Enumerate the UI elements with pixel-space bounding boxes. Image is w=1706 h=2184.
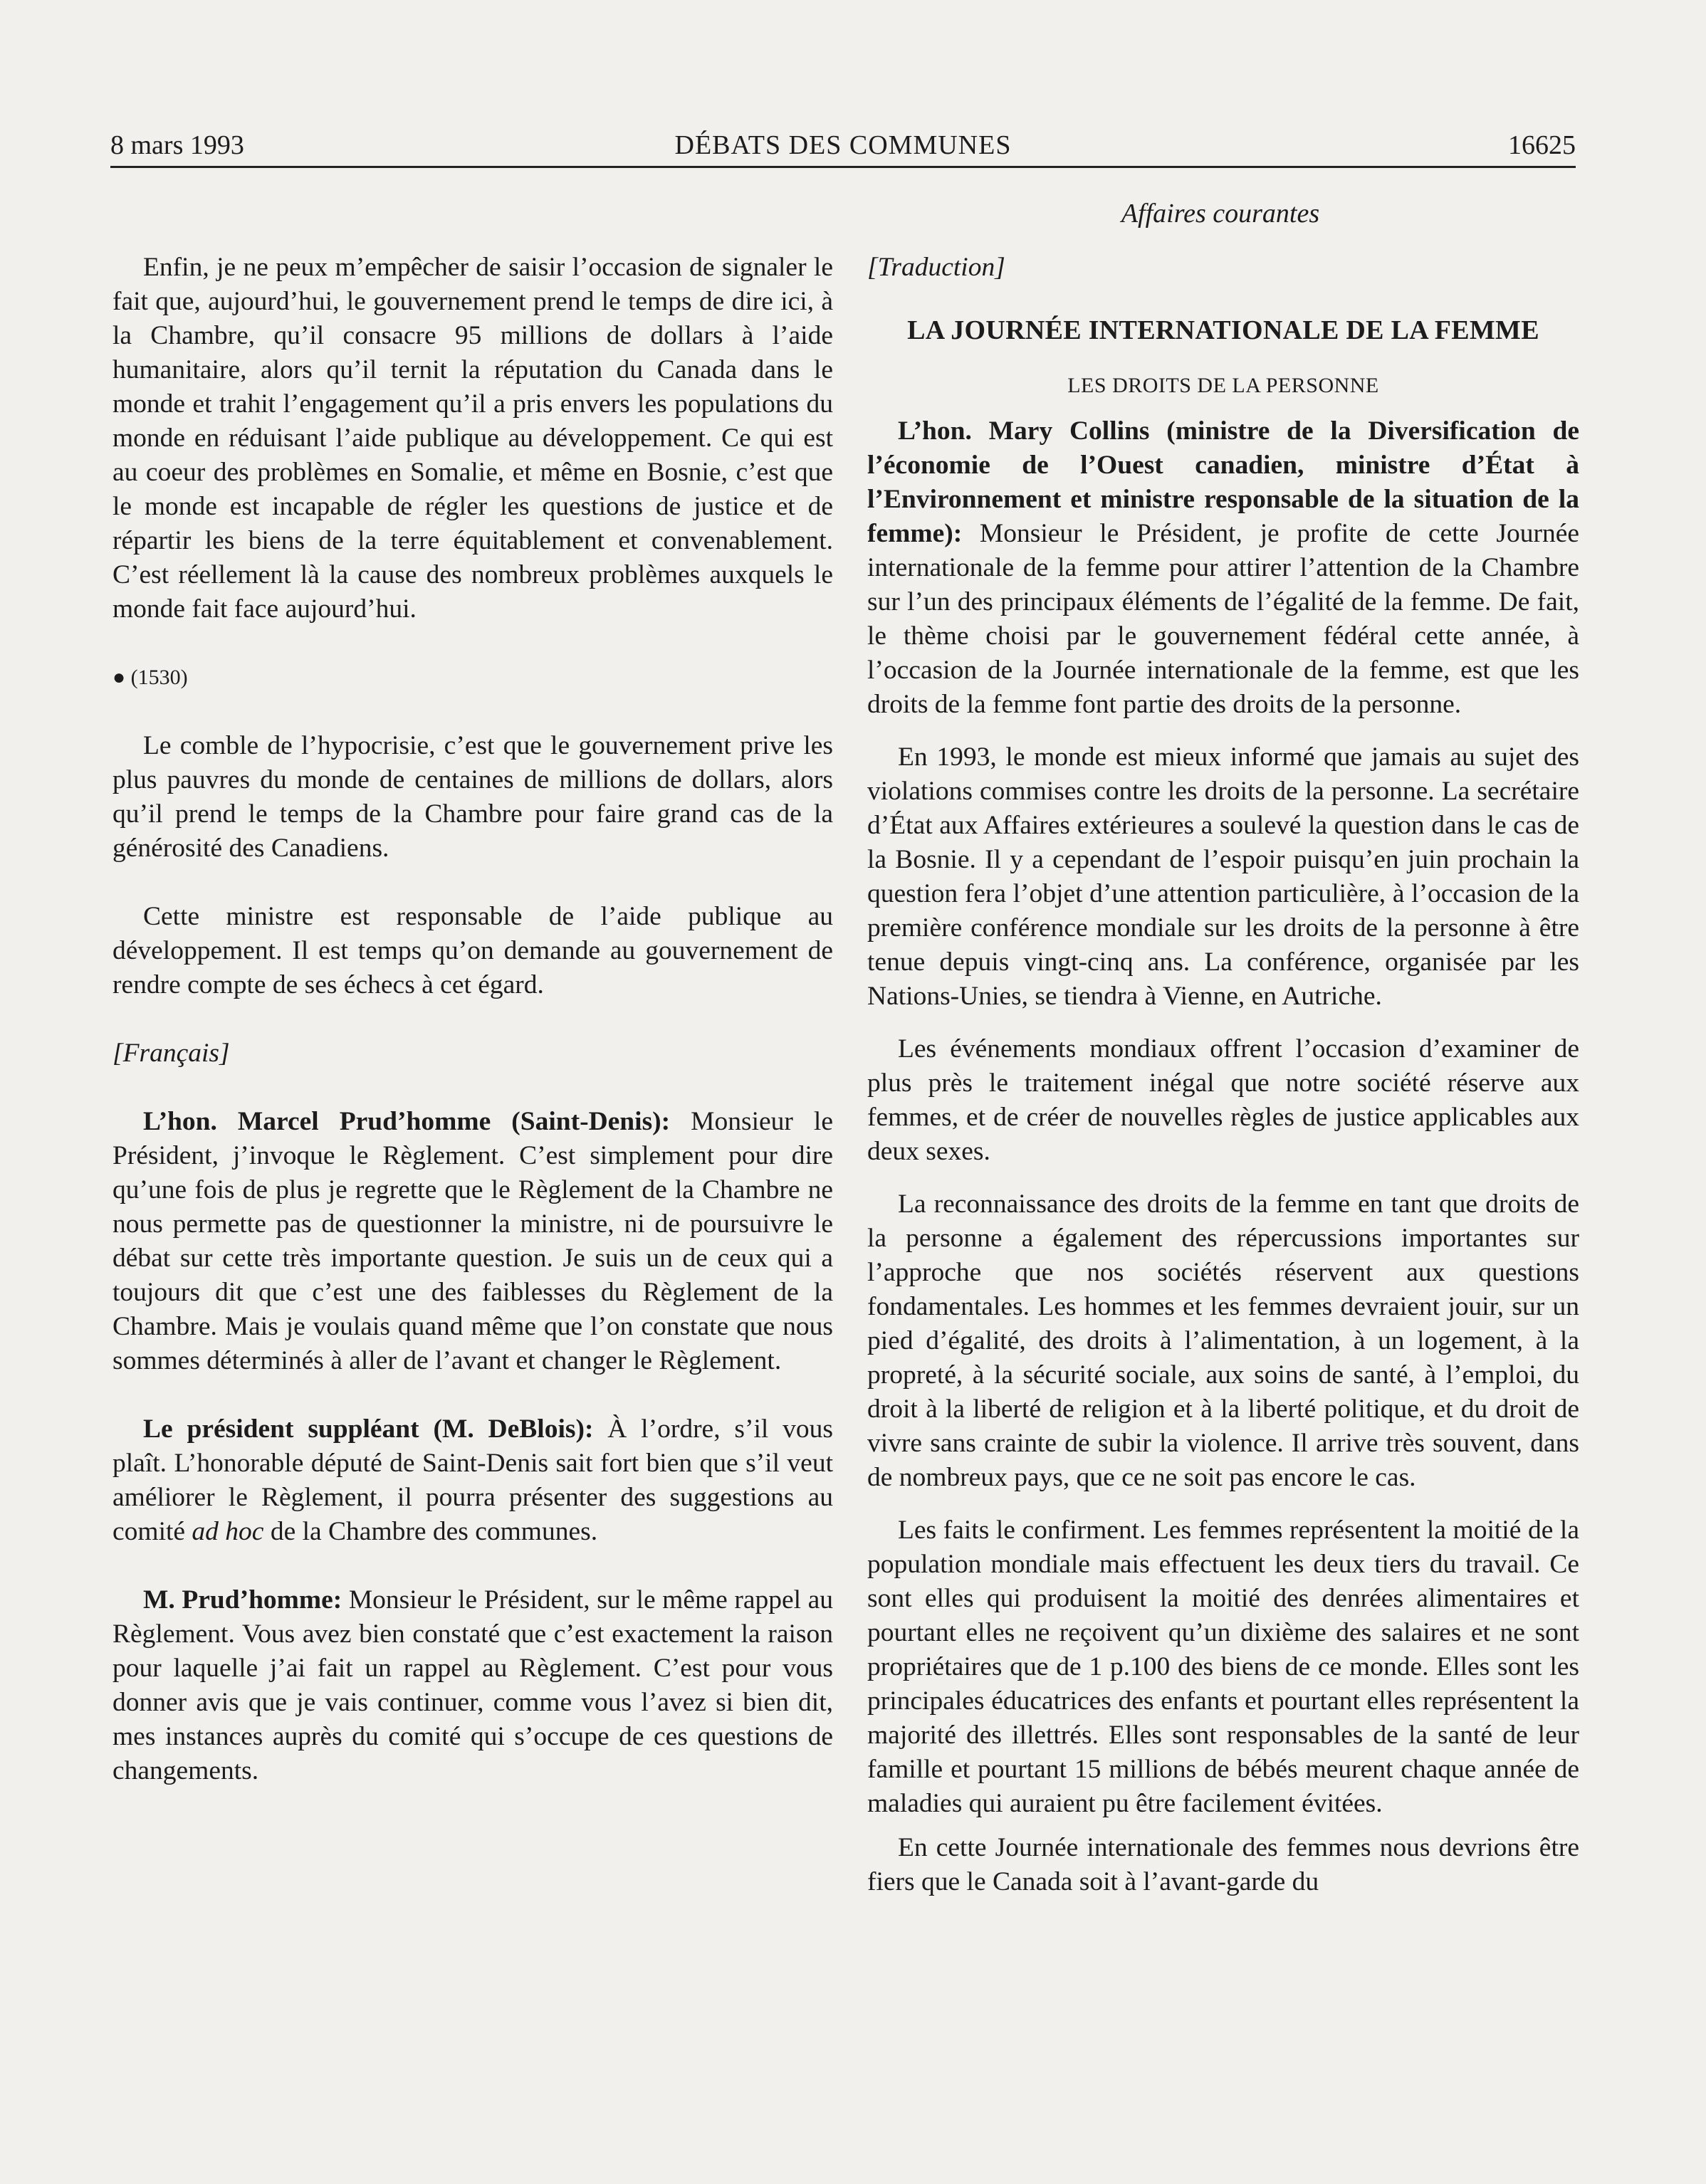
speaker-prudhomme-2: M. Prud’homme:: [143, 1585, 342, 1615]
page-header: [110, 124, 1576, 167]
left-paragraph-6-text: Monsieur le Président, sur le même rappel au Règlement. Vous avez bien constaté que c’est exactement la raison pour laquelle j’ai fait un rappel au Règlement. C’est pour vous donner avis que je vais continuer, comme vous l’avez si bien dit, mes instances auprès du comité qui s’occupe de ces questions de changements.: [112, 1585, 833, 1785]
header-page-number: 16625: [1508, 130, 1576, 160]
time-marker-text: (1530): [130, 666, 188, 689]
left-paragraph-1: Enfin, je ne peux m’empêcher de saisir l’occasion de signaler le fait que, aujourd’hui, le gouvernement prend le temps de dire ici, à la Chambre, qu’il consacre 95 millions de dollars à l’aide humanitaire, alors qu’il ternit la réputation du Canada dans le monde et trahit l’engagement qu’il a pris envers les populations du monde en réduisant l’aide publique au développement. Ce qui est au coeur des problèmes en Somalie, et même en Bosnie, c’est que le monde est incapable de régler les questions de justice et de répartir les biens de la terre équitablement et convenablement. C’est réellement là la cause des nombreux problèmes auxquels le monde fait face aujourd’hui.: [112, 253, 833, 624]
speaker-collins: L’hon. Mary Collins (ministre de la Diversification de l’économie de l’Ouest canadien, ministre d’État à l’Environnement et ministre responsable de la situation de la femme):: [867, 416, 1579, 548]
section-subheading: LES DROITS DE LA PERSONNE: [1067, 374, 1379, 397]
right-paragraph-2: En 1993, le monde est mieux informé que jamais au sujet des violations commises contre les droits de la personne. La secrétaire d’État aux Affaires extérieures a soulevé la question dans le cas de la Bosnie. Il y a cependant de l’espoir puisqu’en juin prochain la question fera l’objet d’une attention particulière, à l’occasion de la première conférence mondiale sur les droits de la personne à être tenue depuis vingt-cinq ans. La conférence, organisée par les Nations-Unies, se tiendra à Vienne, en Autriche.: [867, 742, 1579, 1011]
time-marker: [112, 661, 833, 695]
right-paragraph-3: Les événements mondiaux offrent l’occasion d’examiner de plus près le traitement inégal que notre société réserve aux femmes, et de créer de nouvelles règles de justice applicables aux deux sexes.: [867, 1034, 1579, 1166]
section-heading: LA JOURNÉE INTERNATIONALE DE LA FEMME: [907, 315, 1539, 345]
left-paragraph-6: [112, 1583, 833, 1788]
left-paragraph-2: Le comble de l’hypocrisie, c’est que le gouvernement prive les plus pauvres du monde de centaines de millions de dollars, alors qu’il prend le temps de la Chambre pour faire grand cas de la générosité des Canadiens.: [112, 731, 833, 863]
speaker-deblois: Le président suppléant (M. DeBlois):: [143, 1414, 594, 1444]
header-title: DÉBATS DES COMMUNES: [674, 130, 1012, 160]
left-paragraph-4-text: Monsieur le Président, j’invoque le Règlement. C’est simplement pour dire qu’une fois de plus je regrette que le Règlement de la Chambre ne nous permette pas de questionner la ministre, ni de poursuivre le débat sur cette très importante question. Je suis un de ceux qui a toujours dit que c’est une des faiblesses du Règlement de la Chambre. Mais je voulais quand même que l’on constate que nous sommes déterminés à aller de l’avant et changer le Règlement.: [112, 1107, 833, 1375]
right-paragraph-6: En cette Journée internationale des femmes nous devrions être fiers que le Canada soit à l’avant-garde du: [867, 1833, 1579, 1896]
right-paragraph-4: La reconnaissance des droits de la femme en tant que droits de la personne a également des répercussions importantes sur l’approche que nos sociétés réservent aux questions fondamentales. Les hommes et les femmes devraient jouir, sur un pied d’égalité, des droits à l’alimentation, à un logement, à la propreté, à la sécurité sociale, aux soins de santé, à l’emploi, du droit à la liberté de religion et à la liberté politique, et du droit de vivre sans crainte de subir la violence. Il arrive très souvent, dans de nombreux pays, que ce ne soit pas encore le cas.: [867, 1190, 1579, 1492]
right-column: [867, 251, 1579, 1899]
bullet-icon: ●: [112, 666, 126, 689]
left-paragraph-5-italic: ad hoc: [192, 1517, 264, 1546]
header-date: 8 mars 1993: [110, 130, 244, 160]
right-paragraph-1: [867, 414, 1579, 722]
left-column: [112, 251, 833, 1788]
speaker-prudhomme: L’hon. Marcel Prud’homme (Saint-Denis):: [143, 1107, 671, 1136]
header-rule: [110, 166, 1576, 168]
language-tag-translation: [Traduction]: [867, 253, 1005, 282]
left-paragraph-5-text-a: À l’ordre, s’il vous plaît. L’honorable député de Saint-Denis sait fort bien que s’il veut améliorer le Règlement, il pourra présenter des suggestions au comité: [112, 1414, 833, 1546]
left-paragraph-4: [112, 1105, 833, 1378]
left-paragraph-5: [112, 1412, 833, 1549]
section-label: Affaires courantes: [1121, 199, 1320, 229]
right-paragraph-1-text: Monsieur le Président, je profite de cette Journée internationale de la femme pour attirer l’attention de la Chambre sur l’un des principaux éléments de l’égalité de la femme. De fait, le thème choisi par le gouvernement fédéral cette année, à l’occasion de la Journée internationale de la femme, est que les droits de la femme font partie des droits de la personne.: [867, 519, 1580, 719]
right-paragraph-5: Les faits le confirment. Les femmes représentent la moitié de la population mondiale mais effectuent les deux tiers du travail. Ce sont elles qui produisent la moitié des denrées alimentaires et pourtant elles ne reçoivent qu’un dixième des salaires et ne sont propriétaires que de 1 p.100 des biens de ce monde. Elles sont les principales éducatrices des enfants et pourtant elles représentent la majorité des illettrés. Elles sont responsables de la santé de leur famille et pourtant 15 millions de bébés meurent chaque année de maladies qui auraient pu être facilement évitées.: [867, 1516, 1579, 1818]
left-paragraph-3: Cette ministre est responsable de l’aide publique au développement. Il est temps qu’on demande au gouvernement de rendre compte de ses échecs à cet égard.: [112, 902, 833, 999]
left-paragraph-5-text-b: de la Chambre des communes.: [270, 1517, 598, 1546]
language-tag-french: [Français]: [112, 1039, 230, 1068]
